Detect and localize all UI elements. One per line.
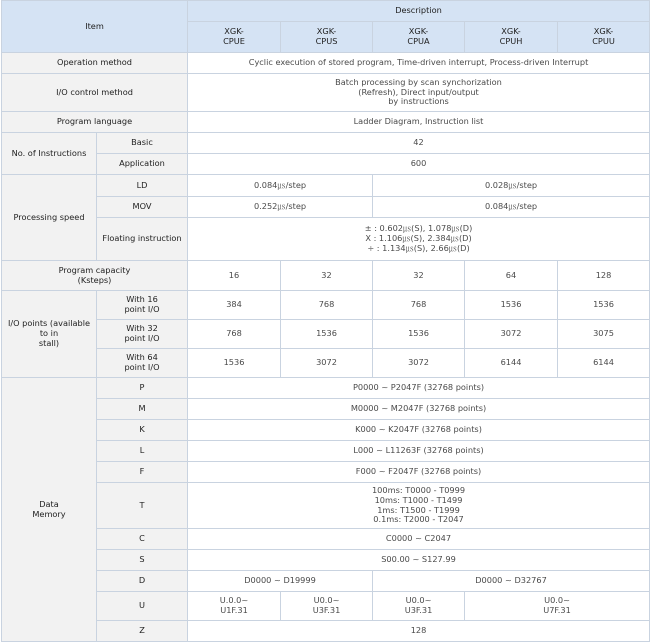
instructions-application-label: Application: [97, 154, 188, 175]
ld-label: LD: [97, 175, 188, 197]
table-row: [2, 218, 650, 261]
io-64-cpue: 1536: [188, 349, 281, 378]
instructions-label: No. of Instructions: [2, 133, 97, 175]
program-capacity-cpuu: 128: [558, 261, 650, 291]
header-model-cpua: XGK- CPUA: [373, 22, 465, 53]
table-row: [2, 571, 650, 592]
program-language-value: Ladder Diagram, Instruction list: [188, 112, 650, 133]
io-32-cpuh: 3072: [465, 320, 558, 349]
table-row: [2, 154, 650, 175]
mem-f-label: F: [97, 462, 188, 483]
table-row: [2, 291, 650, 320]
header-model-cpue: XGK- CPUE: [188, 22, 281, 53]
program-capacity-label: Program capacity (Ksteps): [2, 261, 188, 291]
header-description: Description: [188, 1, 650, 22]
io-64-cpuu: 6144: [558, 349, 650, 378]
table-row: [2, 53, 650, 74]
io-points-label: I/O points (available to in stall): [2, 291, 97, 378]
io-32-label: With 32 point I/O: [97, 320, 188, 349]
io-16-label: With 16 point I/O: [97, 291, 188, 320]
header-item: Item: [2, 1, 188, 53]
program-capacity-cpua: 32: [373, 261, 465, 291]
io-32-cpuu: 3075: [558, 320, 650, 349]
mem-p-value: P0000 ~ P2047F (32768 points): [188, 378, 650, 399]
mem-m-label: M: [97, 399, 188, 420]
mem-c-value: C0000 ~ C2047: [188, 529, 650, 550]
table-row: [2, 378, 650, 399]
io-16-cpuu: 1536: [558, 291, 650, 320]
io-control-label: I/O control method: [2, 74, 188, 112]
mem-u-cpuh-cpuu: U0.0~ U7F.31: [465, 592, 650, 621]
floating-label: Floating instruction: [97, 218, 188, 261]
mov-value-high: 0.084㎲/step: [373, 197, 650, 218]
table-row: [2, 399, 650, 420]
instructions-basic-label: Basic: [97, 133, 188, 154]
ld-value-high: 0.028㎲/step: [373, 175, 650, 197]
mem-m-value: M0000 ~ M2047F (32768 points): [188, 399, 650, 420]
io-16-cpue: 384: [188, 291, 281, 320]
io-16-cpus: 768: [281, 291, 373, 320]
operation-method-label: Operation method: [2, 53, 188, 74]
mem-z-value: 128: [188, 621, 650, 642]
table-row: [2, 112, 650, 133]
io-16-cpuh: 1536: [465, 291, 558, 320]
table-row: [2, 441, 650, 462]
mem-t-label: T: [97, 483, 188, 529]
spec-table: [1, 0, 650, 642]
table-row: [2, 621, 650, 642]
program-language-label: Program language: [2, 112, 188, 133]
mem-s-value: S00.00 ~ S127.99: [188, 550, 650, 571]
mem-d-label: D: [97, 571, 188, 592]
table-row: [2, 349, 650, 378]
io-64-label: With 64 point I/O: [97, 349, 188, 378]
instructions-basic-value: 42: [188, 133, 650, 154]
program-capacity-cpuh: 64: [465, 261, 558, 291]
table-row: [2, 261, 650, 291]
mem-z-label: Z: [97, 621, 188, 642]
io-64-cpua: 3072: [373, 349, 465, 378]
instructions-application-value: 600: [188, 154, 650, 175]
mem-s-label: S: [97, 550, 188, 571]
io-32-cpus: 1536: [281, 320, 373, 349]
mem-l-value: L000 ~ L11263F (32768 points): [188, 441, 650, 462]
table-row: [2, 133, 650, 154]
mov-label: MOV: [97, 197, 188, 218]
table-row: [2, 74, 650, 112]
data-memory-label: Data Memory: [2, 378, 97, 642]
table-row: [2, 320, 650, 349]
mem-f-value: F000 ~ F2047F (32768 points): [188, 462, 650, 483]
table-row: [2, 462, 650, 483]
mem-d-value-high: D0000 ~ D32767: [373, 571, 650, 592]
table-row: [2, 420, 650, 441]
processing-speed-label: Processing speed: [2, 175, 97, 261]
mem-p-label: P: [97, 378, 188, 399]
header-model-cpuh: XGK- CPUH: [465, 22, 558, 53]
io-control-value: Batch processing by scan synchorization (Refresh), Direct input/output by instructions: [188, 74, 650, 112]
mem-u-cpua: U0.0~ U3F.31: [373, 592, 465, 621]
table-row: [2, 483, 650, 529]
io-32-cpue: 768: [188, 320, 281, 349]
mem-u-cpue: U.0.0~ U1F.31: [188, 592, 281, 621]
mem-d-value-standard: D0000 ~ D19999: [188, 571, 373, 592]
table-row: [2, 175, 650, 197]
mem-l-label: L: [97, 441, 188, 462]
io-64-cpus: 3072: [281, 349, 373, 378]
mov-value-standard: 0.252㎲/step: [188, 197, 373, 218]
mem-k-label: K: [97, 420, 188, 441]
table-row: [2, 550, 650, 571]
floating-value: ± : 0.602㎲(S), 1.078㎲(D) X : 1.106㎲(S), 2.384㎲(D) ÷ : 1.134㎲(S), 2.66㎲(D): [188, 218, 650, 261]
ld-value-standard: 0.084㎲/step: [188, 175, 373, 197]
mem-t-value: 100ms: T0000 - T0999 10ms: T1000 - T1499 1ms: T1500 - T1999 0.1ms: T2000 - T2047: [188, 483, 650, 529]
header-model-cpuu: XGK- CPUU: [558, 22, 650, 53]
io-32-cpua: 1536: [373, 320, 465, 349]
mem-u-cpus: U0.0~ U3F.31: [281, 592, 373, 621]
table-row: [2, 197, 650, 218]
mem-u-label: U: [97, 592, 188, 621]
io-64-cpuh: 6144: [465, 349, 558, 378]
table-row: [2, 529, 650, 550]
header-model-cpus: XGK- CPUS: [281, 22, 373, 53]
mem-c-label: C: [97, 529, 188, 550]
table-row: [2, 592, 650, 621]
program-capacity-cpus: 32: [281, 261, 373, 291]
mem-k-value: K000 ~ K2047F (32768 points): [188, 420, 650, 441]
operation-method-value: Cyclic execution of stored program, Time-driven interrupt, Process-driven Interrupt: [188, 53, 650, 74]
io-16-cpua: 768: [373, 291, 465, 320]
program-capacity-cpue: 16: [188, 261, 281, 291]
